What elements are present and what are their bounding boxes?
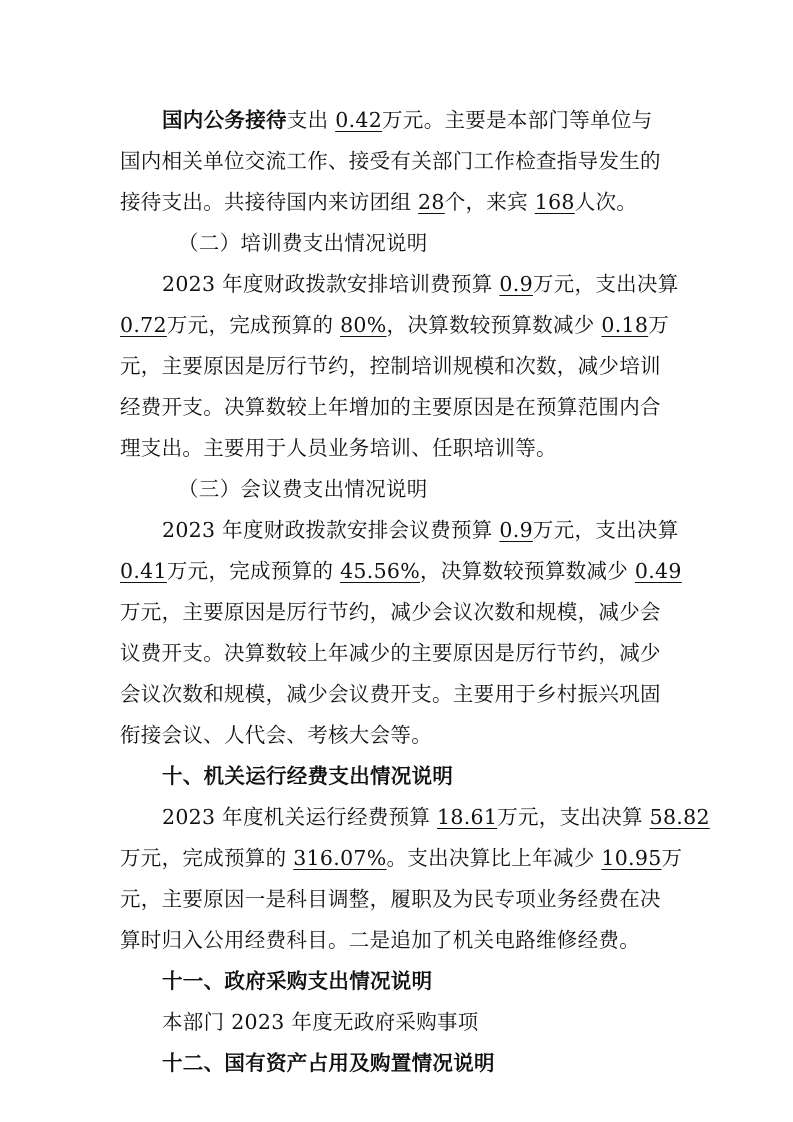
s3-line-1: 2023 年度财政拨款安排会议费预算 0.9万元，支出决算 <box>162 518 679 542</box>
training-decrease: 0.18 <box>601 313 649 337</box>
training-budget: 0.9 <box>499 272 533 296</box>
p1-line-1: 国内公务接待支出 0.42万元。主要是本部门等单位与 <box>162 108 653 132</box>
s2-line-2: 0.72万元，完成预算的 80%，决算数较预算数减少 0.18万 <box>120 313 670 337</box>
s10-line-4: 算时归入公用经费科目。二是追加了机关电路维修经费。 <box>120 928 640 952</box>
p1-line-2: 国内相关单位交流工作、接受有关部门工作检查指导发生的 <box>120 149 661 173</box>
operating-budget: 18.61 <box>437 805 498 829</box>
s3-line-5: 会议次数和规模，减少会议费开支。主要用于乡村振兴巩固 <box>120 682 661 706</box>
s10-line-3: 元，主要原因一是科目调整，履职及为民专项业务经费在决 <box>120 887 661 911</box>
meeting-decrease: 0.49 <box>634 559 682 583</box>
operating-actual: 58.82 <box>649 805 710 829</box>
training-ratio: 80% <box>340 313 387 337</box>
s2-line-1: 2023 年度财政拨款安排培训费预算 0.9万元，支出决算 <box>162 272 679 296</box>
group-count: 28 <box>418 190 445 214</box>
operating-cost-heading: 十、机关运行经费支出情况说明 <box>162 764 454 788</box>
reception-heading: 国内公务接待 <box>162 108 287 132</box>
s3-line-3: 万元，主要原因是厉行节约，减少会议次数和规模，减少会 <box>120 600 661 624</box>
s10-line-2: 万元，完成预算的 316.07%。支出决算比上年减少 10.95万 <box>120 846 683 870</box>
s10-line-1: 2023 年度机关运行经费预算 18.61万元，支出决算 58.82 <box>162 805 710 829</box>
s2-line-5: 理支出。主要用于人员业务培训、任职培训等。 <box>120 436 557 460</box>
training-actual: 0.72 <box>120 313 167 337</box>
training-section-title: （二）培训费支出情况说明 <box>178 231 428 255</box>
meeting-actual: 0.41 <box>120 559 167 583</box>
assets-heading: 十二、国有资产占用及购置情况说明 <box>162 1051 495 1075</box>
reception-amount: 0.42 <box>335 108 383 132</box>
s2-line-4: 经费开支。决算数较上年增加的主要原因是在预算范围内合 <box>120 395 661 419</box>
guest-count: 168 <box>534 190 575 214</box>
meeting-section-title: （三）会议费支出情况说明 <box>178 477 428 501</box>
s3-line-4: 议费开支。决算数较上年减少的主要原因是厉行节约，减少 <box>120 641 661 665</box>
procurement-heading: 十一、政府采购支出情况说明 <box>162 969 433 993</box>
meeting-budget: 0.9 <box>499 518 533 542</box>
s3-line-2: 0.41万元，完成预算的 45.56%，决算数较预算数减少 0.49 <box>120 559 682 583</box>
meeting-ratio: 45.56% <box>340 559 421 583</box>
s3-line-6: 衔接会议、人代会、考核大会等。 <box>120 723 432 747</box>
operating-ratio: 316.07% <box>293 846 387 870</box>
procurement-text: 本部门 2023 年度无政府采购事项 <box>162 1010 479 1034</box>
s2-line-3: 元，主要原因是厉行节约，控制培训规模和次数，减少培训 <box>120 354 661 378</box>
operating-decrease: 10.95 <box>601 846 662 870</box>
p1-line-3: 接待支出。共接待国内来访团组 28个，来宾 168人次。 <box>120 190 638 214</box>
